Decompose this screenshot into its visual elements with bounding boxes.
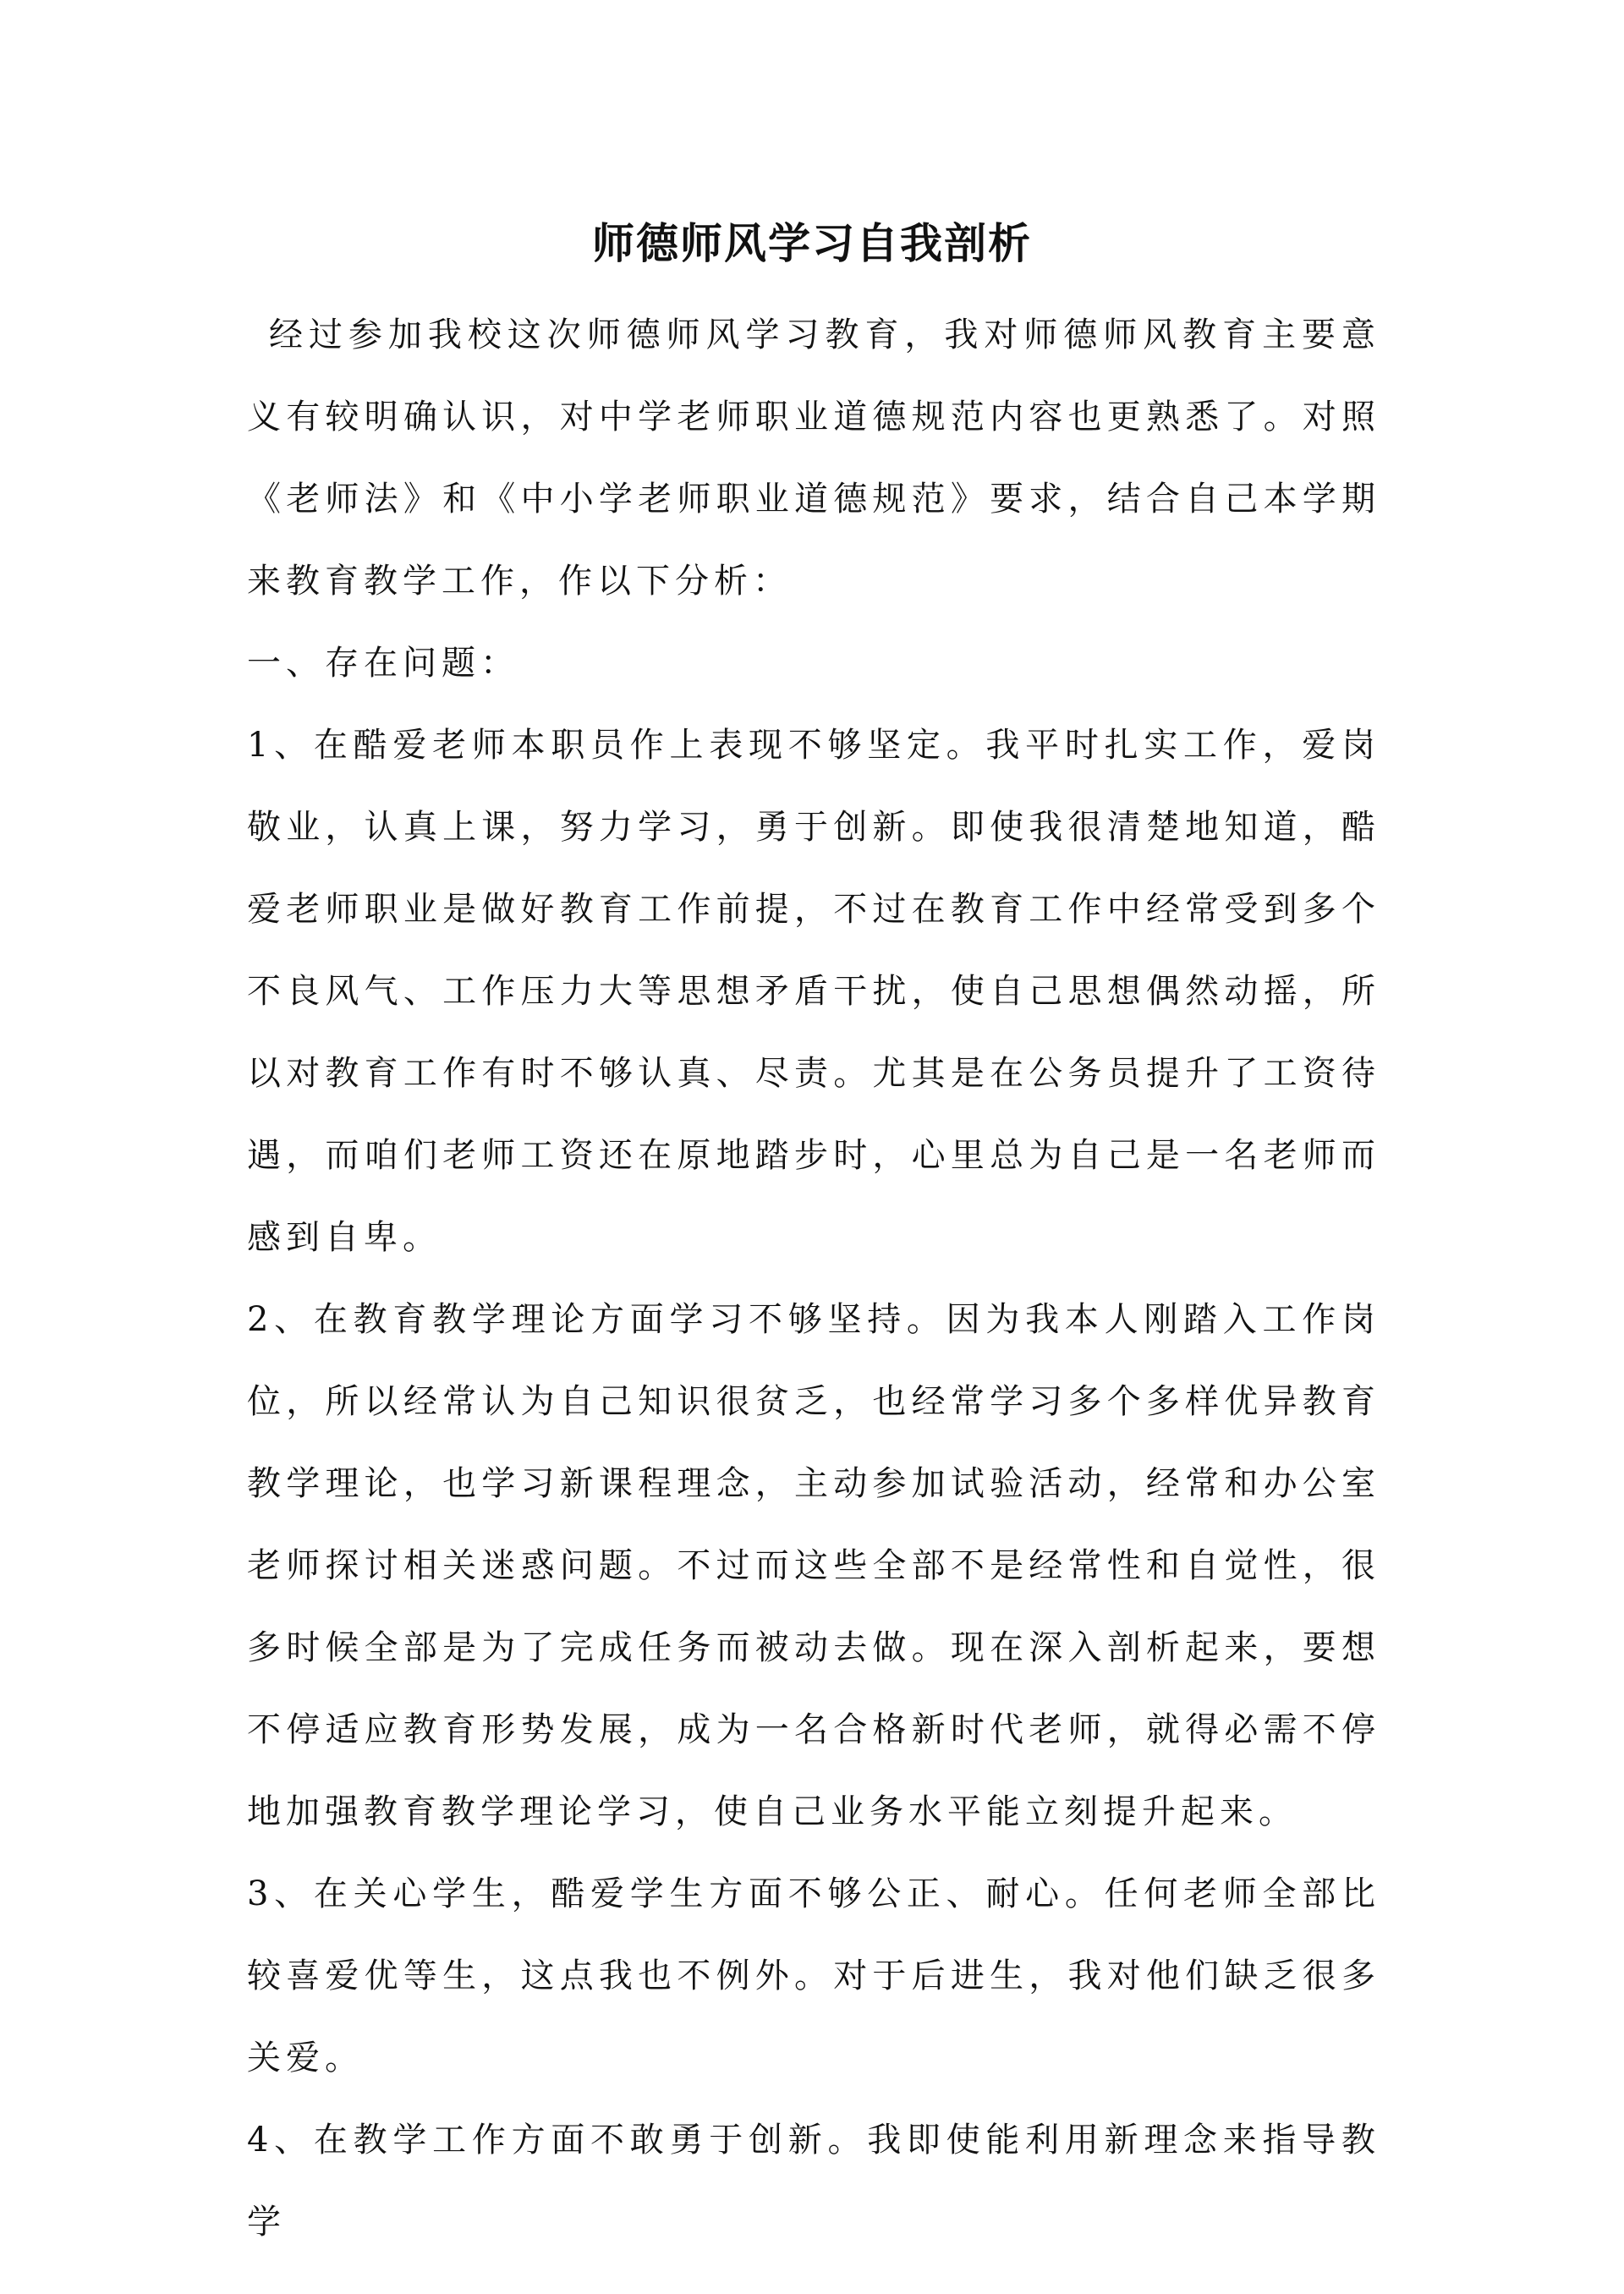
paragraph-item-1: 1、在酷爱老师本职员作上表现不够坚定。我平时扎实工作，爱岗敬业，认真上课，努力学习，勇于创新。即使我很清楚地知道，酷爱老师职业是做好教育工作前提，不过在教育工作中经常受到多个不良风气、工作压力大等思想矛盾干扰，使自己思想偶然动摇，所以对教育工作有时不够认真、尽责。尤其是在公务员提升了工资待遇，而咱们老师工资还在原地踏步时，心里总为自己是一名老师而感到自卑。	[247, 726, 1380, 1257]
paragraph-item-2: 2、在教育教学理论方面学习不够坚持。因为我本人刚踏入工作岗位，所以经常认为自己知识很贫乏，也经常学习多个多样优异教育教学理论，也学习新课程理念，主动参加试验活动，经常和办公室老师探讨相关迷惑问题。不过而这些全部不是经常性和自觉性，很多时候全部是为了完成任务而被动去做。现在深入剖析起来，要想不停适应教育形势发展，成为一名合格新时代老师，就得必需不停地加强教育教学理论学习，使自己业务水平能立刻提升起来。	[247, 1300, 1380, 1831]
paragraph-item-4: 4、在教学工作方面不敢勇于创新。我即使能利用新理念来指导教学	[247, 2121, 1380, 2242]
document-title: 师德师风学习自我剖析	[592, 219, 1032, 268]
paragraph-item-3: 3、在关心学生，酷爱学生方面不够公正、耐心。任何老师全部比较喜爱优等生，这点我也不例外。对于后进生，我对他们缺乏很多关爱。	[247, 1874, 1380, 2077]
document-body	[247, 294, 1380, 2264]
paragraph-intro: 经过参加我校这次师德师风学习教育，我对师德师风教育主要意义有较明确认识，对中学老师职业道德规范内容也更熟悉了。对照《老师法》和《中小学老师职业道德规范》要求，结合自己本学期来教育教学工作，作以下分析：	[247, 316, 1380, 601]
section-heading-problems: 一、存在问题：	[247, 644, 519, 683]
